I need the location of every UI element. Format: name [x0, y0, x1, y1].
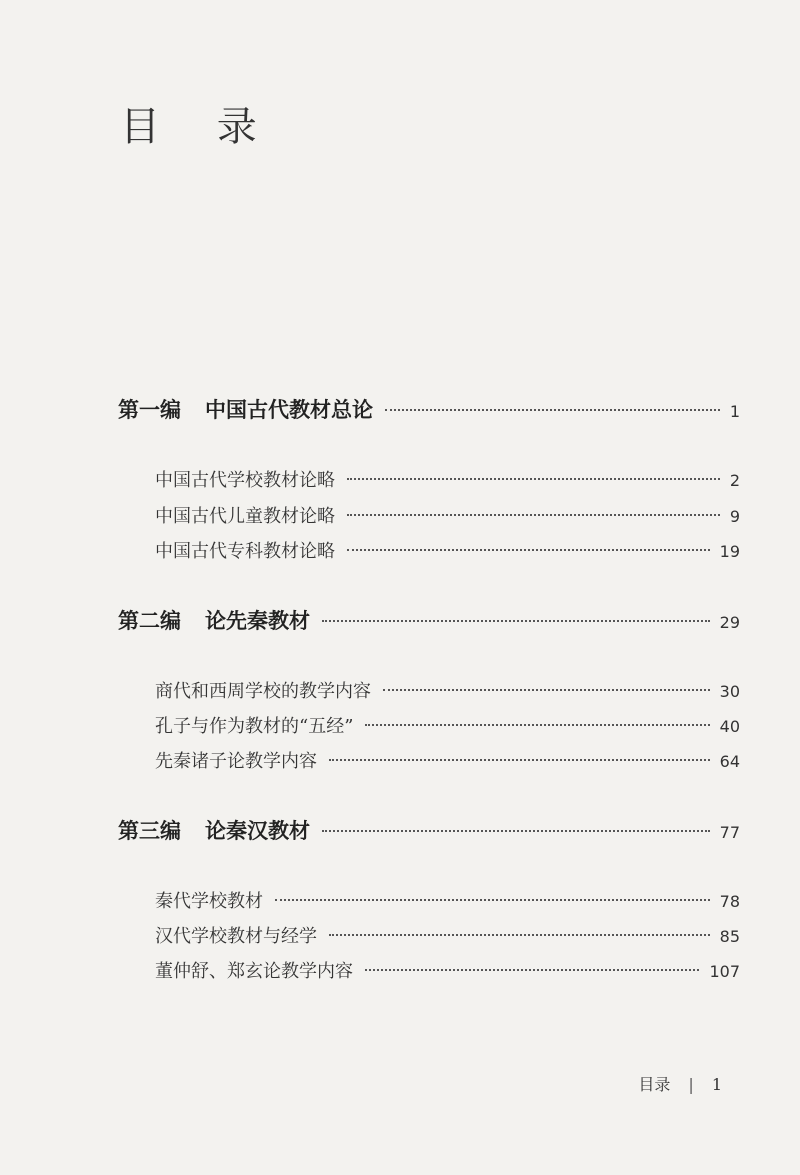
dot-leader — [347, 514, 720, 516]
chapter-title: 汉代学校教材与经学 — [155, 926, 317, 947]
dot-leader — [365, 969, 699, 971]
chapter-title: 商代和西周学校的教学内容 — [155, 681, 371, 702]
dot-leader — [383, 689, 710, 691]
dot-leader — [329, 759, 710, 761]
page-number: 29 — [719, 613, 740, 632]
page-title: 目 录 — [120, 104, 279, 150]
chapter-title: 中国古代专科教材论略 — [155, 541, 335, 562]
toc-part-3[interactable] — [118, 815, 740, 845]
toc-chapter[interactable] — [155, 922, 740, 948]
dot-leader — [275, 899, 710, 901]
page-number: 19 — [719, 542, 740, 561]
footer-separator: | — [688, 1075, 694, 1094]
dot-leader — [347, 478, 720, 480]
toc-chapter[interactable] — [155, 747, 740, 773]
page-number: 85 — [719, 927, 740, 946]
chapter-title: 秦代学校教材 — [155, 891, 263, 912]
part-title: 中国古代教材总论 — [205, 397, 373, 422]
page-number: 40 — [719, 717, 740, 736]
page-number: 30 — [719, 682, 740, 701]
dot-leader — [365, 724, 709, 726]
page-number: 107 — [709, 962, 740, 981]
page-footer — [638, 1072, 722, 1095]
part-title: 论秦汉教材 — [205, 818, 310, 843]
toc-chapter[interactable] — [155, 887, 740, 913]
chapter-title: 董仲舒、郑玄论教学内容 — [155, 961, 353, 982]
toc-chapter[interactable] — [155, 466, 740, 492]
chapter-title: 中国古代儿童教材论略 — [155, 506, 335, 527]
part-title: 论先秦教材 — [205, 608, 310, 633]
toc-part-1[interactable] — [118, 394, 740, 424]
page-number: 78 — [719, 892, 740, 911]
chapter-title: 中国古代学校教材论略 — [155, 470, 335, 491]
page-number: 64 — [719, 752, 740, 771]
part-number: 第三编 — [118, 818, 181, 843]
dot-leader — [385, 409, 720, 411]
chapter-title: 孔子与作为教材的“五经” — [155, 716, 354, 737]
footer-page-number: 1 — [711, 1075, 722, 1094]
dot-leader — [347, 549, 710, 551]
footer-label: 目录 — [638, 1075, 671, 1094]
toc-chapter[interactable] — [155, 712, 740, 738]
toc-chapter[interactable] — [155, 677, 740, 703]
part-number: 第一编 — [118, 397, 181, 422]
toc-part-2[interactable] — [118, 605, 740, 635]
chapter-title: 先秦诸子论教学内容 — [155, 751, 317, 772]
part-number: 第二编 — [118, 608, 181, 633]
page-number: 77 — [719, 823, 740, 842]
toc-chapter[interactable] — [155, 537, 740, 563]
page-number: 2 — [729, 471, 740, 490]
dot-leader — [329, 934, 710, 936]
toc-chapter[interactable] — [155, 957, 740, 983]
toc-chapter[interactable] — [155, 502, 740, 528]
dot-leader — [322, 830, 710, 832]
page-number: 9 — [729, 507, 740, 526]
dot-leader — [322, 620, 710, 622]
page-number: 1 — [729, 402, 740, 421]
